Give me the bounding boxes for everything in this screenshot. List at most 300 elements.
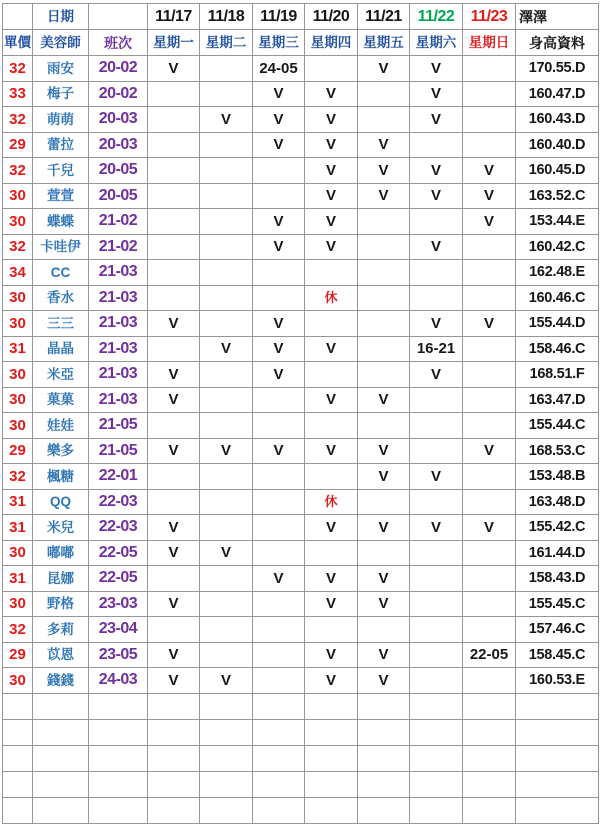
empty-cell[interactable] xyxy=(410,693,463,719)
price-cell[interactable]: 29 xyxy=(3,132,33,158)
day-cell-4[interactable]: V xyxy=(305,183,358,209)
day-cell-3[interactable] xyxy=(253,285,305,311)
day-cell-1[interactable]: V xyxy=(148,642,200,668)
day-cell-1[interactable] xyxy=(148,81,200,107)
price-cell[interactable]: 31 xyxy=(3,515,33,541)
empty-cell[interactable] xyxy=(33,771,89,797)
date-cell-11/19[interactable]: 11/19 xyxy=(253,4,305,30)
day-cell-4[interactable]: V xyxy=(305,668,358,694)
shift-cell[interactable]: 21-05 xyxy=(89,438,148,464)
day-cell-5[interactable] xyxy=(358,234,410,260)
day-cell-4[interactable] xyxy=(305,260,358,286)
day-cell-4[interactable]: V xyxy=(305,438,358,464)
shift-cell[interactable]: 23-03 xyxy=(89,591,148,617)
height-cell[interactable]: 160.46.C xyxy=(516,285,599,311)
day-cell-2[interactable] xyxy=(200,260,253,286)
height-cell[interactable]: 153.48.B xyxy=(516,464,599,490)
shift-cell[interactable]: 21-03 xyxy=(89,311,148,337)
height-cell[interactable]: 160.45.D xyxy=(516,158,599,184)
empty-cell[interactable] xyxy=(3,719,33,745)
day-cell-1[interactable]: V xyxy=(148,515,200,541)
artist-cell[interactable]: 千兒 xyxy=(33,158,89,184)
day-cell-1[interactable] xyxy=(148,413,200,439)
shift-cell[interactable]: 22-03 xyxy=(89,489,148,515)
shift-cell[interactable]: 24-03 xyxy=(89,668,148,694)
day-cell-1[interactable] xyxy=(148,260,200,286)
empty-cell[interactable] xyxy=(516,693,599,719)
day-cell-3[interactable] xyxy=(253,642,305,668)
day-cell-5[interactable]: V xyxy=(358,591,410,617)
shift-header-label[interactable]: 班次 xyxy=(89,30,148,56)
empty-cell[interactable] xyxy=(410,771,463,797)
height-info-header-label[interactable]: 身高資料 xyxy=(516,30,599,56)
date-cell-11/20[interactable]: 11/20 xyxy=(305,4,358,30)
day-cell-4[interactable]: V xyxy=(305,132,358,158)
artist-cell[interactable]: 米兒 xyxy=(33,515,89,541)
day-cell-6[interactable] xyxy=(410,668,463,694)
day-cell-3[interactable]: V xyxy=(253,132,305,158)
day-cell-7[interactable] xyxy=(463,336,516,362)
height-cell[interactable]: 157.46.C xyxy=(516,617,599,643)
empty-cell[interactable] xyxy=(463,797,516,823)
day-cell-3[interactable] xyxy=(253,260,305,286)
empty-cell[interactable] xyxy=(253,719,305,745)
artist-cell[interactable]: 萱萱 xyxy=(33,183,89,209)
day-cell-7[interactable] xyxy=(463,234,516,260)
shift-cell[interactable]: 21-03 xyxy=(89,336,148,362)
day-cell-3[interactable] xyxy=(253,464,305,490)
day-cell-1[interactable]: V xyxy=(148,438,200,464)
day-cell-6[interactable]: V xyxy=(410,234,463,260)
price-cell[interactable]: 32 xyxy=(3,158,33,184)
empty-cell[interactable] xyxy=(305,771,358,797)
day-cell-4[interactable]: V xyxy=(305,566,358,592)
height-cell[interactable]: 155.42.C xyxy=(516,515,599,541)
day-label-cell-1[interactable]: 星期一 xyxy=(148,30,200,56)
day-cell-3[interactable] xyxy=(253,183,305,209)
height-cell[interactable]: 161.44.D xyxy=(516,540,599,566)
day-label-cell-7[interactable]: 星期日 xyxy=(463,30,516,56)
sheet-owner-label[interactable]: 澤澤 xyxy=(516,4,599,30)
height-cell[interactable]: 155.44.D xyxy=(516,311,599,337)
empty-cell[interactable] xyxy=(253,771,305,797)
day-cell-3[interactable] xyxy=(253,540,305,566)
day-cell-4[interactable] xyxy=(305,464,358,490)
empty-cell[interactable] xyxy=(358,693,410,719)
price-cell[interactable]: 32 xyxy=(3,56,33,82)
height-cell[interactable]: 163.47.D xyxy=(516,387,599,413)
shift-cell[interactable]: 22-03 xyxy=(89,515,148,541)
day-cell-2[interactable] xyxy=(200,464,253,490)
day-cell-7[interactable] xyxy=(463,464,516,490)
corner-blank-cell-2[interactable] xyxy=(89,4,148,30)
day-cell-3[interactable]: V xyxy=(253,336,305,362)
empty-cell[interactable] xyxy=(89,797,148,823)
price-cell[interactable]: 30 xyxy=(3,540,33,566)
empty-cell[interactable] xyxy=(410,797,463,823)
height-cell[interactable]: 168.53.C xyxy=(516,438,599,464)
day-cell-5[interactable] xyxy=(358,209,410,235)
price-cell[interactable]: 30 xyxy=(3,413,33,439)
day-cell-2[interactable] xyxy=(200,81,253,107)
day-cell-7[interactable] xyxy=(463,107,516,133)
day-cell-2[interactable] xyxy=(200,183,253,209)
day-cell-4[interactable]: V xyxy=(305,515,358,541)
day-cell-5[interactable]: V xyxy=(358,566,410,592)
day-cell-5[interactable]: V xyxy=(358,668,410,694)
empty-cell[interactable] xyxy=(33,745,89,771)
day-cell-4[interactable] xyxy=(305,413,358,439)
price-cell[interactable]: 30 xyxy=(3,591,33,617)
day-cell-7[interactable] xyxy=(463,362,516,388)
empty-cell[interactable] xyxy=(33,693,89,719)
day-cell-3[interactable]: V xyxy=(253,362,305,388)
day-cell-2[interactable] xyxy=(200,158,253,184)
empty-cell[interactable] xyxy=(148,771,200,797)
artist-cell[interactable]: QQ xyxy=(33,489,89,515)
day-cell-6[interactable]: V xyxy=(410,107,463,133)
empty-cell[interactable] xyxy=(358,771,410,797)
date-cell-11/17[interactable]: 11/17 xyxy=(148,4,200,30)
day-cell-7[interactable] xyxy=(463,285,516,311)
day-label-cell-4[interactable]: 星期四 xyxy=(305,30,358,56)
empty-cell[interactable] xyxy=(89,719,148,745)
day-cell-4[interactable] xyxy=(305,311,358,337)
shift-cell[interactable]: 21-02 xyxy=(89,234,148,260)
day-cell-1[interactable] xyxy=(148,209,200,235)
price-cell[interactable]: 30 xyxy=(3,362,33,388)
height-cell[interactable]: 158.46.C xyxy=(516,336,599,362)
artist-cell[interactable]: 米亞 xyxy=(33,362,89,388)
day-cell-2[interactable] xyxy=(200,642,253,668)
day-cell-6[interactable] xyxy=(410,591,463,617)
date-cell-11/23[interactable]: 11/23 xyxy=(463,4,516,30)
day-cell-5[interactable]: V xyxy=(358,158,410,184)
day-cell-7[interactable] xyxy=(463,668,516,694)
day-cell-2[interactable] xyxy=(200,566,253,592)
price-cell[interactable]: 29 xyxy=(3,642,33,668)
day-cell-1[interactable]: V xyxy=(148,311,200,337)
day-cell-3[interactable]: V xyxy=(253,209,305,235)
day-cell-3[interactable]: V xyxy=(253,107,305,133)
empty-cell[interactable] xyxy=(305,797,358,823)
day-cell-6[interactable]: V xyxy=(410,81,463,107)
date-cell-11/21[interactable]: 11/21 xyxy=(358,4,410,30)
height-cell[interactable]: 158.43.D xyxy=(516,566,599,592)
height-cell[interactable]: 155.44.C xyxy=(516,413,599,439)
day-cell-6[interactable]: V xyxy=(410,183,463,209)
day-cell-5[interactable]: V xyxy=(358,56,410,82)
day-cell-5[interactable]: V xyxy=(358,438,410,464)
empty-cell[interactable] xyxy=(3,797,33,823)
artist-cell[interactable]: 多莉 xyxy=(33,617,89,643)
day-cell-7[interactable]: V xyxy=(463,311,516,337)
day-cell-1[interactable]: V xyxy=(148,387,200,413)
shift-cell[interactable]: 20-03 xyxy=(89,132,148,158)
day-cell-7[interactable] xyxy=(463,413,516,439)
day-cell-3[interactable]: V xyxy=(253,566,305,592)
day-cell-6[interactable]: V xyxy=(410,158,463,184)
day-cell-3[interactable] xyxy=(253,515,305,541)
price-cell[interactable]: 30 xyxy=(3,209,33,235)
empty-cell[interactable] xyxy=(200,797,253,823)
shift-cell[interactable]: 21-03 xyxy=(89,260,148,286)
empty-cell[interactable] xyxy=(3,771,33,797)
price-cell[interactable]: 31 xyxy=(3,336,33,362)
day-cell-5[interactable] xyxy=(358,107,410,133)
day-cell-2[interactable] xyxy=(200,234,253,260)
day-cell-4[interactable]: 休 xyxy=(305,489,358,515)
day-cell-4[interactable]: 休 xyxy=(305,285,358,311)
empty-cell[interactable] xyxy=(516,719,599,745)
shift-cell[interactable]: 20-03 xyxy=(89,107,148,133)
day-cell-1[interactable]: V xyxy=(148,591,200,617)
shift-cell[interactable]: 20-05 xyxy=(89,158,148,184)
day-cell-1[interactable] xyxy=(148,464,200,490)
day-cell-7[interactable] xyxy=(463,591,516,617)
empty-cell[interactable] xyxy=(89,771,148,797)
date-cell-11/22[interactable]: 11/22 xyxy=(410,4,463,30)
day-cell-1[interactable]: V xyxy=(148,668,200,694)
day-cell-6[interactable]: V xyxy=(410,311,463,337)
price-cell[interactable]: 30 xyxy=(3,668,33,694)
height-cell[interactable]: 153.44.E xyxy=(516,209,599,235)
day-cell-7[interactable] xyxy=(463,81,516,107)
empty-cell[interactable] xyxy=(463,693,516,719)
day-cell-5[interactable] xyxy=(358,81,410,107)
artist-cell[interactable]: 楓糖 xyxy=(33,464,89,490)
artist-cell[interactable]: 萌萌 xyxy=(33,107,89,133)
day-cell-1[interactable]: V xyxy=(148,540,200,566)
day-cell-5[interactable] xyxy=(358,260,410,286)
price-cell[interactable]: 30 xyxy=(3,183,33,209)
day-cell-4[interactable]: V xyxy=(305,158,358,184)
price-cell[interactable]: 31 xyxy=(3,489,33,515)
shift-cell[interactable]: 20-05 xyxy=(89,183,148,209)
day-cell-6[interactable] xyxy=(410,540,463,566)
price-cell[interactable]: 32 xyxy=(3,617,33,643)
day-cell-2[interactable] xyxy=(200,362,253,388)
price-cell[interactable]: 30 xyxy=(3,311,33,337)
day-cell-4[interactable]: V xyxy=(305,107,358,133)
day-cell-2[interactable] xyxy=(200,515,253,541)
day-cell-1[interactable] xyxy=(148,132,200,158)
day-cell-1[interactable]: V xyxy=(148,56,200,82)
day-cell-6[interactable] xyxy=(410,438,463,464)
empty-cell[interactable] xyxy=(358,797,410,823)
price-cell[interactable]: 32 xyxy=(3,234,33,260)
empty-cell[interactable] xyxy=(89,745,148,771)
day-cell-3[interactable]: V xyxy=(253,81,305,107)
price-cell[interactable]: 33 xyxy=(3,81,33,107)
day-label-cell-5[interactable]: 星期五 xyxy=(358,30,410,56)
day-cell-3[interactable] xyxy=(253,387,305,413)
day-cell-5[interactable] xyxy=(358,413,410,439)
day-cell-2[interactable] xyxy=(200,413,253,439)
day-cell-1[interactable] xyxy=(148,285,200,311)
day-cell-3[interactable]: V xyxy=(253,311,305,337)
day-cell-3[interactable] xyxy=(253,413,305,439)
empty-cell[interactable] xyxy=(516,745,599,771)
day-cell-7[interactable]: 22-05 xyxy=(463,642,516,668)
day-cell-3[interactable]: 24-05 xyxy=(253,56,305,82)
shift-cell[interactable]: 21-02 xyxy=(89,209,148,235)
empty-cell[interactable] xyxy=(200,719,253,745)
empty-cell[interactable] xyxy=(463,745,516,771)
day-cell-5[interactable]: V xyxy=(358,183,410,209)
artist-header-label[interactable]: 美容師 xyxy=(33,30,89,56)
empty-cell[interactable] xyxy=(463,719,516,745)
price-cell[interactable]: 32 xyxy=(3,464,33,490)
day-cell-1[interactable] xyxy=(148,107,200,133)
day-cell-7[interactable] xyxy=(463,540,516,566)
empty-cell[interactable] xyxy=(148,745,200,771)
height-cell[interactable]: 162.48.E xyxy=(516,260,599,286)
price-cell[interactable]: 29 xyxy=(3,438,33,464)
day-cell-7[interactable]: V xyxy=(463,183,516,209)
day-cell-2[interactable]: V xyxy=(200,540,253,566)
day-cell-3[interactable] xyxy=(253,591,305,617)
day-cell-7[interactable]: V xyxy=(463,209,516,235)
day-cell-5[interactable]: V xyxy=(358,515,410,541)
price-cell[interactable]: 34 xyxy=(3,260,33,286)
height-cell[interactable]: 170.55.D xyxy=(516,56,599,82)
day-cell-6[interactable] xyxy=(410,489,463,515)
artist-cell[interactable]: 娃娃 xyxy=(33,413,89,439)
day-cell-5[interactable] xyxy=(358,489,410,515)
day-cell-1[interactable] xyxy=(148,234,200,260)
date-header-label[interactable]: 日期 xyxy=(33,4,89,30)
height-cell[interactable]: 160.40.D xyxy=(516,132,599,158)
day-cell-7[interactable]: V xyxy=(463,515,516,541)
day-cell-6[interactable] xyxy=(410,642,463,668)
day-cell-3[interactable] xyxy=(253,668,305,694)
artist-cell[interactable]: 晶晶 xyxy=(33,336,89,362)
day-cell-4[interactable] xyxy=(305,56,358,82)
day-cell-2[interactable]: V xyxy=(200,668,253,694)
day-cell-2[interactable] xyxy=(200,489,253,515)
day-cell-4[interactable]: V xyxy=(305,642,358,668)
empty-cell[interactable] xyxy=(305,745,358,771)
shift-cell[interactable]: 21-03 xyxy=(89,285,148,311)
artist-cell[interactable]: 昆娜 xyxy=(33,566,89,592)
artist-cell[interactable]: 樂多 xyxy=(33,438,89,464)
empty-cell[interactable] xyxy=(3,745,33,771)
day-cell-7[interactable] xyxy=(463,132,516,158)
artist-cell[interactable]: 卡哇伊 xyxy=(33,234,89,260)
day-cell-3[interactable] xyxy=(253,617,305,643)
height-cell[interactable]: 168.51.F xyxy=(516,362,599,388)
day-cell-1[interactable] xyxy=(148,183,200,209)
empty-cell[interactable] xyxy=(148,719,200,745)
day-cell-1[interactable]: V xyxy=(148,362,200,388)
price-cell[interactable]: 31 xyxy=(3,566,33,592)
artist-cell[interactable]: 三三 xyxy=(33,311,89,337)
day-cell-5[interactable]: V xyxy=(358,132,410,158)
day-cell-4[interactable] xyxy=(305,617,358,643)
artist-cell[interactable]: 雨安 xyxy=(33,56,89,82)
height-cell[interactable]: 160.53.E xyxy=(516,668,599,694)
empty-cell[interactable] xyxy=(200,693,253,719)
artist-cell[interactable]: 野格 xyxy=(33,591,89,617)
day-cell-7[interactable] xyxy=(463,56,516,82)
shift-cell[interactable]: 23-04 xyxy=(89,617,148,643)
empty-cell[interactable] xyxy=(33,719,89,745)
artist-cell[interactable]: 嘟嘟 xyxy=(33,540,89,566)
day-cell-2[interactable] xyxy=(200,311,253,337)
day-cell-5[interactable] xyxy=(358,540,410,566)
height-cell[interactable]: 163.52.C xyxy=(516,183,599,209)
price-cell[interactable]: 30 xyxy=(3,285,33,311)
height-cell[interactable]: 163.48.D xyxy=(516,489,599,515)
day-cell-6[interactable]: V xyxy=(410,362,463,388)
day-label-cell-3[interactable]: 星期三 xyxy=(253,30,305,56)
day-cell-1[interactable] xyxy=(148,336,200,362)
day-cell-2[interactable] xyxy=(200,617,253,643)
day-cell-3[interactable]: V xyxy=(253,234,305,260)
artist-cell[interactable]: 香水 xyxy=(33,285,89,311)
price-cell[interactable]: 30 xyxy=(3,387,33,413)
day-cell-4[interactable]: V xyxy=(305,387,358,413)
day-cell-7[interactable] xyxy=(463,489,516,515)
day-cell-6[interactable]: V xyxy=(410,464,463,490)
day-cell-6[interactable]: V xyxy=(410,56,463,82)
empty-cell[interactable] xyxy=(200,771,253,797)
empty-cell[interactable] xyxy=(253,745,305,771)
day-cell-6[interactable] xyxy=(410,260,463,286)
shift-cell[interactable]: 22-05 xyxy=(89,566,148,592)
artist-cell[interactable]: 苡恩 xyxy=(33,642,89,668)
day-cell-6[interactable] xyxy=(410,413,463,439)
day-cell-2[interactable]: V xyxy=(200,438,253,464)
day-cell-4[interactable] xyxy=(305,362,358,388)
empty-cell[interactable] xyxy=(463,771,516,797)
day-cell-2[interactable] xyxy=(200,209,253,235)
day-cell-5[interactable]: V xyxy=(358,642,410,668)
day-cell-2[interactable] xyxy=(200,56,253,82)
empty-cell[interactable] xyxy=(148,797,200,823)
day-cell-7[interactable]: V xyxy=(463,438,516,464)
height-cell[interactable]: 155.45.C xyxy=(516,591,599,617)
day-cell-6[interactable] xyxy=(410,387,463,413)
day-cell-7[interactable] xyxy=(463,566,516,592)
shift-cell[interactable]: 23-05 xyxy=(89,642,148,668)
day-label-cell-6[interactable]: 星期六 xyxy=(410,30,463,56)
empty-cell[interactable] xyxy=(253,797,305,823)
day-cell-7[interactable] xyxy=(463,387,516,413)
shift-cell[interactable]: 20-02 xyxy=(89,81,148,107)
day-cell-1[interactable] xyxy=(148,566,200,592)
day-cell-2[interactable] xyxy=(200,387,253,413)
shift-cell[interactable]: 21-05 xyxy=(89,413,148,439)
shift-cell[interactable]: 22-05 xyxy=(89,540,148,566)
price-cell[interactable]: 32 xyxy=(3,107,33,133)
day-cell-3[interactable] xyxy=(253,158,305,184)
day-cell-5[interactable]: V xyxy=(358,387,410,413)
day-cell-6[interactable] xyxy=(410,566,463,592)
day-cell-6[interactable] xyxy=(410,617,463,643)
day-cell-5[interactable] xyxy=(358,617,410,643)
day-cell-6[interactable]: 16-21 xyxy=(410,336,463,362)
empty-cell[interactable] xyxy=(33,797,89,823)
day-cell-6[interactable]: V xyxy=(410,515,463,541)
height-cell[interactable]: 160.43.D xyxy=(516,107,599,133)
day-cell-5[interactable] xyxy=(358,336,410,362)
day-cell-1[interactable] xyxy=(148,617,200,643)
artist-cell[interactable]: 菓菓 xyxy=(33,387,89,413)
day-cell-1[interactable] xyxy=(148,158,200,184)
day-cell-7[interactable] xyxy=(463,617,516,643)
